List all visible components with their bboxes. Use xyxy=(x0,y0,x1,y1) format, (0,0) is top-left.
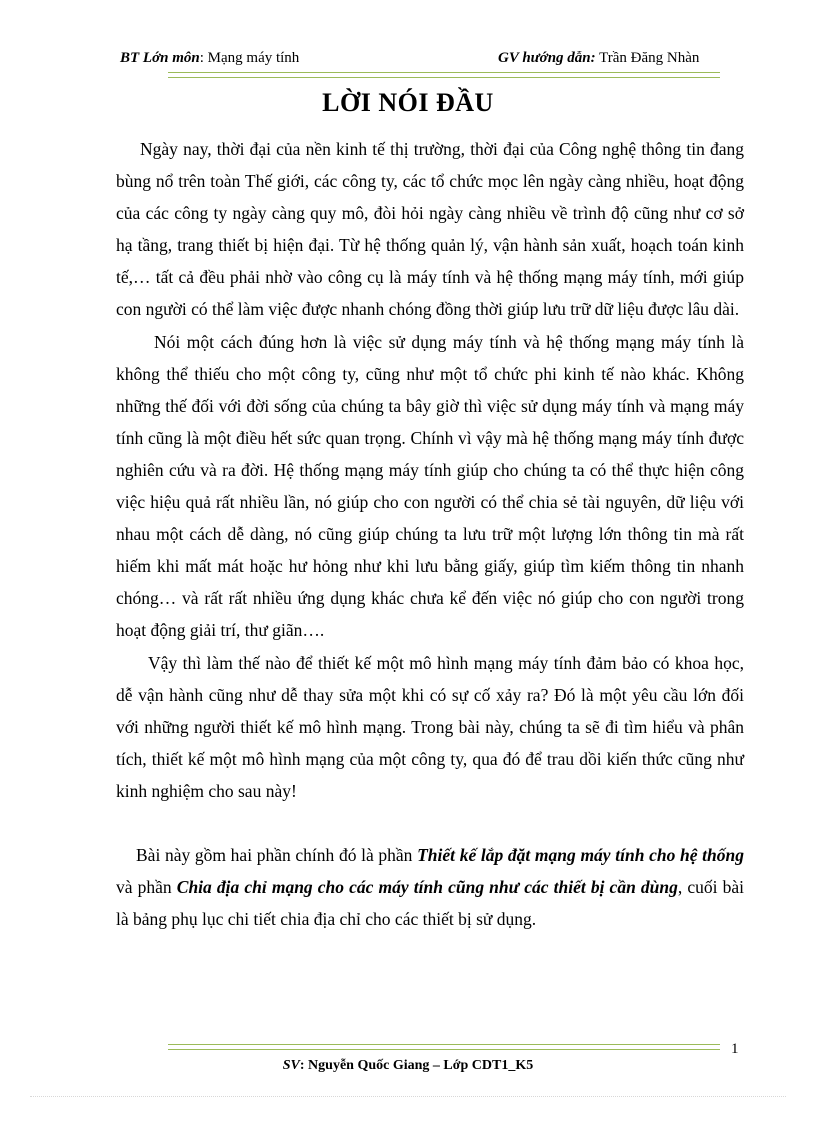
page-title: LỜI NÓI ĐẦU xyxy=(322,88,494,117)
document-body xyxy=(116,133,744,935)
header-course xyxy=(120,50,299,67)
footer-student-value: : Nguyễn Quốc Giang – Lớp CDT1_K5 xyxy=(299,1058,534,1073)
header-instructor xyxy=(498,50,699,67)
header-course-label: BT Lớn môn xyxy=(120,50,200,66)
paragraph-4-text-a: Bài này gồm hai phần chính đó là phần xyxy=(136,844,418,865)
paragraph-4-emphasis-design: Thiết kế lắp đặt mạng máy tính cho hệ thống xyxy=(417,844,744,865)
paragraph-4 xyxy=(116,839,744,935)
header-instructor-label: GV hướng dẫn: xyxy=(498,50,596,66)
footer-divider xyxy=(168,1044,720,1050)
paragraph-3: Vậy thì làm thế nào để thiết kế một mô hình mạng máy tính đảm bảo có khoa học, dễ vận hành cũng như dễ thay sửa một khi có sự cố xảy ra? Đó là một yêu cầu lớn đối với những người thiết kế mô hình mạng. Trong bài này, chúng ta sẽ đi tìm hiểu và phân tích, thiết kế một mô hình mạng của một công ty, qua đó để trau dồi kiến thức cũng như kinh nghiệm cho sau này! xyxy=(116,652,744,801)
page-edge-guide xyxy=(30,1096,786,1097)
header-instructor-value: Trần Đăng Nhàn xyxy=(595,50,700,66)
page-number: 1 xyxy=(731,1041,739,1057)
paragraph-2: Nói một cách đúng hơn là việc sử dụng máy tính và hệ thống mạng máy tính là không thể thiếu cho một công ty, cũng như một tổ chức phi kinh tế nào khác. Không những thế đối với đời sống của chúng ta bây giờ thì việc sử dụng máy tính và mạng máy tính cũng là một điều hết sức quan trọng. Chính vì vậy mà hệ thống mạng máy tính được nghiên cứu và ra đời. Hệ thống mạng máy tính giúp cho chúng ta có thể thực hiện công việc hiệu quả rất nhiều lần, nó giúp cho con người có thể chia sẻ tài nguyên, dữ liệu với nhau một cách dễ dàng, nó cũng giúp chúng ta lưu trữ một lượng lớn thông tin mà rất hiếm khi mất mát hoặc hư hỏng như khi lưu bằng giấy, giúp tìm kiếm thông tin nhanh chóng… và rất rất nhiều ứng dụng khác chưa kể đến việc nó giúp cho con người trong hoạt động giải trí, thư giãn…. xyxy=(116,331,744,641)
header-divider xyxy=(168,72,720,78)
footer-student-label: SV xyxy=(282,1058,300,1073)
paragraph-4-text-e: , cuối bài là bảng phụ lục chi tiết chia địa chỉ cho các thiết bị sử dụng. xyxy=(116,877,744,930)
footer-student xyxy=(0,1058,816,1074)
paragraph-4-text-c: và phần xyxy=(116,877,177,898)
paragraph-1: Ngày nay, thời đại của nền kinh tế thị trường, thời đại của Công nghệ thông tin đang bùng nổ trên toàn Thế giới, các công ty, các tổ chức mọc lên ngày càng nhiều, hoạt động của các công ty ngày càng quy mô, đòi hỏi ngày càng nhiều về trình độ cũng như cơ sở hạ tầng, trang thiết bị hiện đại. Từ hệ thống quản lý, vận hành sản xuất, hoạch toán kinh tế,… tất cả đều phải nhờ vào công cụ là máy tính và hệ thống mạng máy tính, mới giúp con người có thể làm việc được nhanh chóng đồng thời giúp lưu trữ dữ liệu được lâu dài. xyxy=(116,139,744,320)
header-course-value: : Mạng máy tính xyxy=(199,50,300,66)
paragraph-4-emphasis-addressing: Chia địa chỉ mạng cho các máy tính cũng như các thiết bị cần dùng xyxy=(176,877,678,898)
